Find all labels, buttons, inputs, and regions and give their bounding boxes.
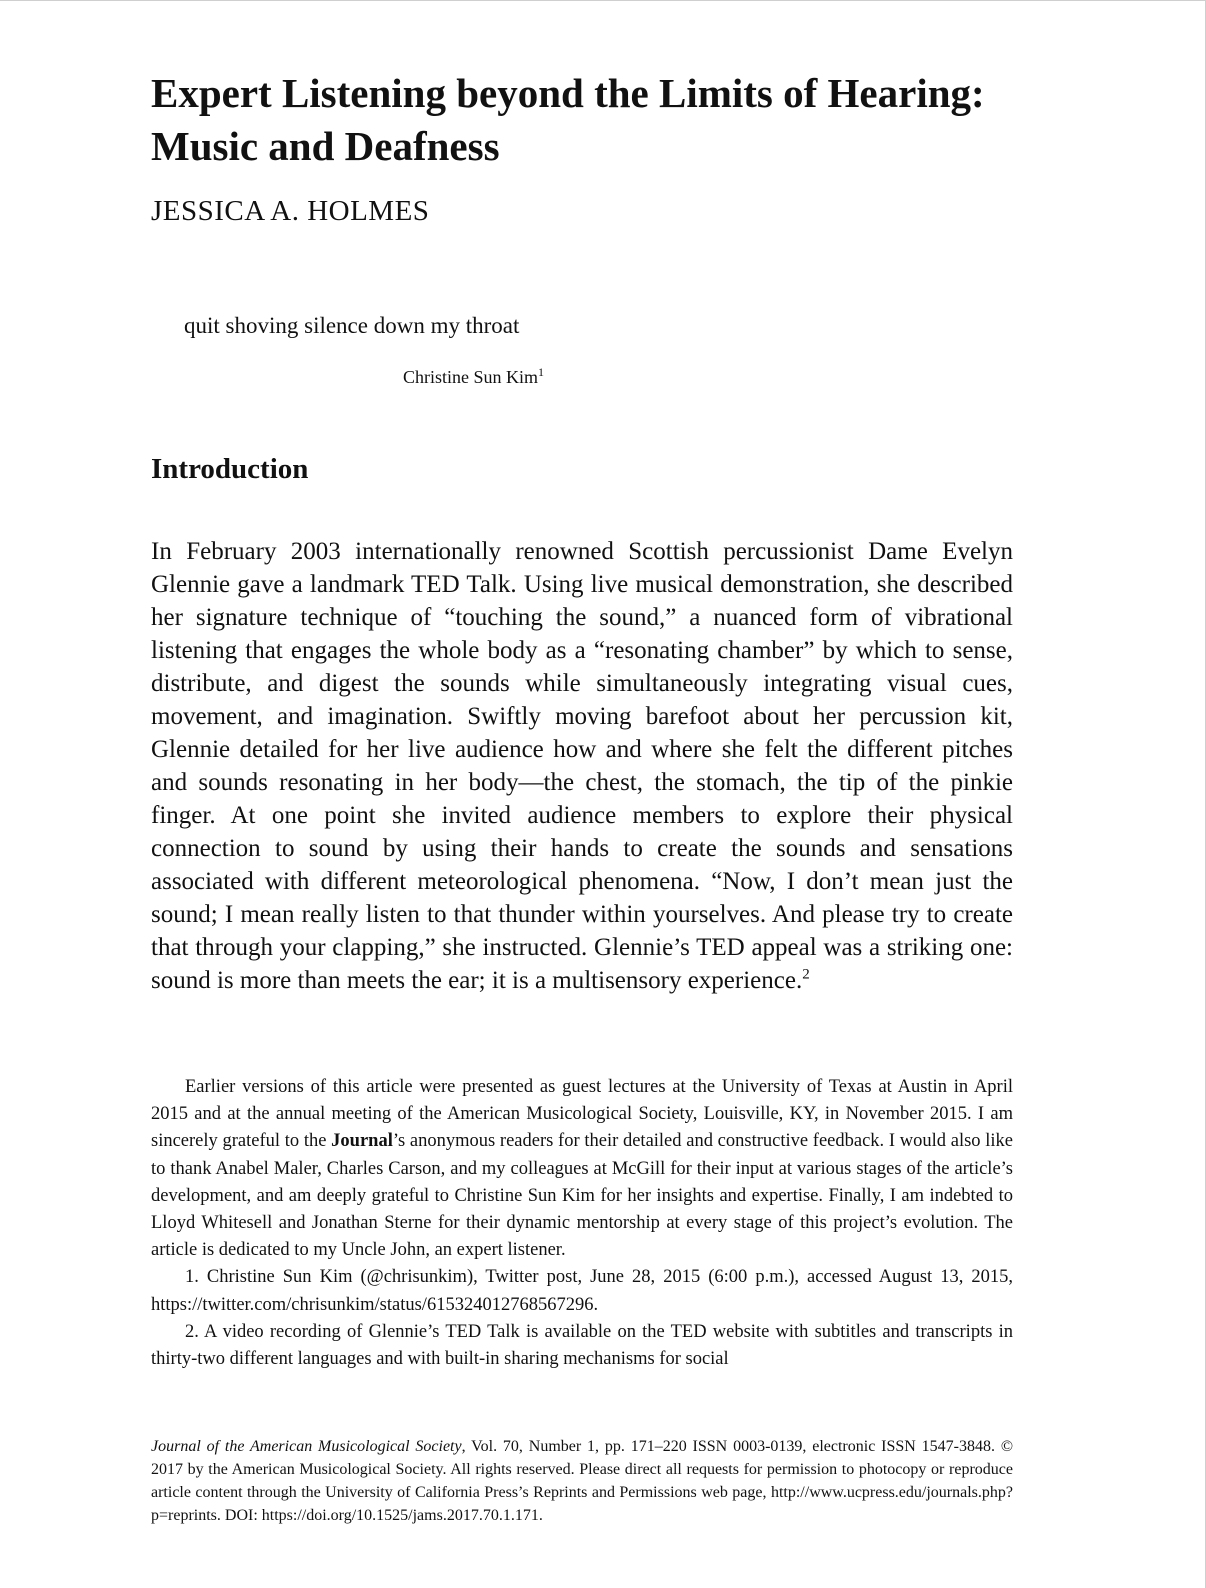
acknowledgment-note [151,1074,1013,1264]
footnote-marker-2[interactable]: 2 [802,966,810,983]
body-paragraph [151,535,1013,997]
journal-name: Journal of the American Musicological Society [151,1438,462,1455]
epigraph-source-name: Christine Sun Kim [403,367,539,387]
citation-details: , Vol. 70, Number 1, pp. 171–220 ISSN 0003-0139, electronic ISSN 1547-3848. © 2017 by the American Musicological Society. All rights reserved. Please direct all requests for permission to photocopy or reproduce article content through the University of California Press’s Reprints and Permissions web page, http://www.ucpress.edu/journals.php?p=reprints. DOI: https://doi.org/10.1525/jams.2017.70.1.171. [151,1438,1013,1524]
ack-journal-word: Journal [331,1131,393,1152]
article-author: JESSICA A. HOLMES [151,195,430,227]
article-title: Expert Listening beyond the Limits of Hearing: Music and Deafness [151,70,985,169]
footnote-2: 2. A video recording of Glennie’s TED Talk is available on the TED website with subtitles and transcripts in thirty-two different languages and with built-in sharing mechanisms for social [151,1321,1013,1370]
body-paragraph-text: In February 2003 internationally renowned Scottish percussionist Dame Evelyn Glennie gave a landmark TED Talk. Using live musical demonstration, she described her signature technique of “touching the sound,” a nuanced form of vibrational listening that engages the whole body as a “resonating chamber” by which to sense, distribute, and digest the sounds while simultaneously integrating visual cues, movement, and imagination. Swiftly moving barefoot about her percussion kit, Glennie detailed for her live audience how and where she felt the different pitches and sounds resonating in her body—the chest, the stomach, the tip of the pinkie finger. At one point she invited audience members to explore their physical connection to sound by using their hands to create the sounds and sensations associated with different meteorological phenomena. “Now, I don’t mean just the sound; I mean really listen to that thunder within yourselves. And please try to create that through your clapping,” she instructed. Glennie’s TED appeal was a striking one: sound is more than meets the ear; it is a multisensory experience. [151,538,1013,994]
footnote-marker-1[interactable]: 1 [538,365,545,379]
footnotes [151,1074,1013,1373]
epigraph-source [403,365,544,388]
section-heading: Introduction [151,453,309,485]
journal-citation [151,1435,1013,1527]
epigraph-quote: quit shoving silence down my throat [184,313,520,338]
footnote-1: 1. Christine Sun Kim (@chrisunkim), Twitter post, June 28, 2015 (6:00 p.m.), accessed August 13, 2015, https://twitter.com/chrisunkim/status/615324012768567296. [151,1267,1013,1315]
ack-text-after: ’s anonymous readers for their detailed and constructive feedback. I would also like to thank Anabel Maler, Charles Carson, and my colleagues at McGill for their input at various stages of the article’s development, and am deeply grateful to Christine Sun Kim for her insights and expertise. Finally, I am indebted to Lloyd Whitesell and Jonathan Sterne for their dynamic mentorship at every stage of this project’s evolution. The article is dedicated to my Uncle John, an expert listener. [151,1131,1013,1261]
ack-text-before: Earlier versions of this article were presented as guest lectures at the University of Texas at Austin in April 2015 and at the annual meeting of the American Musicological Society, Louisville, KY, in November 2015. I am sincerely grateful to the [151,1077,1013,1152]
